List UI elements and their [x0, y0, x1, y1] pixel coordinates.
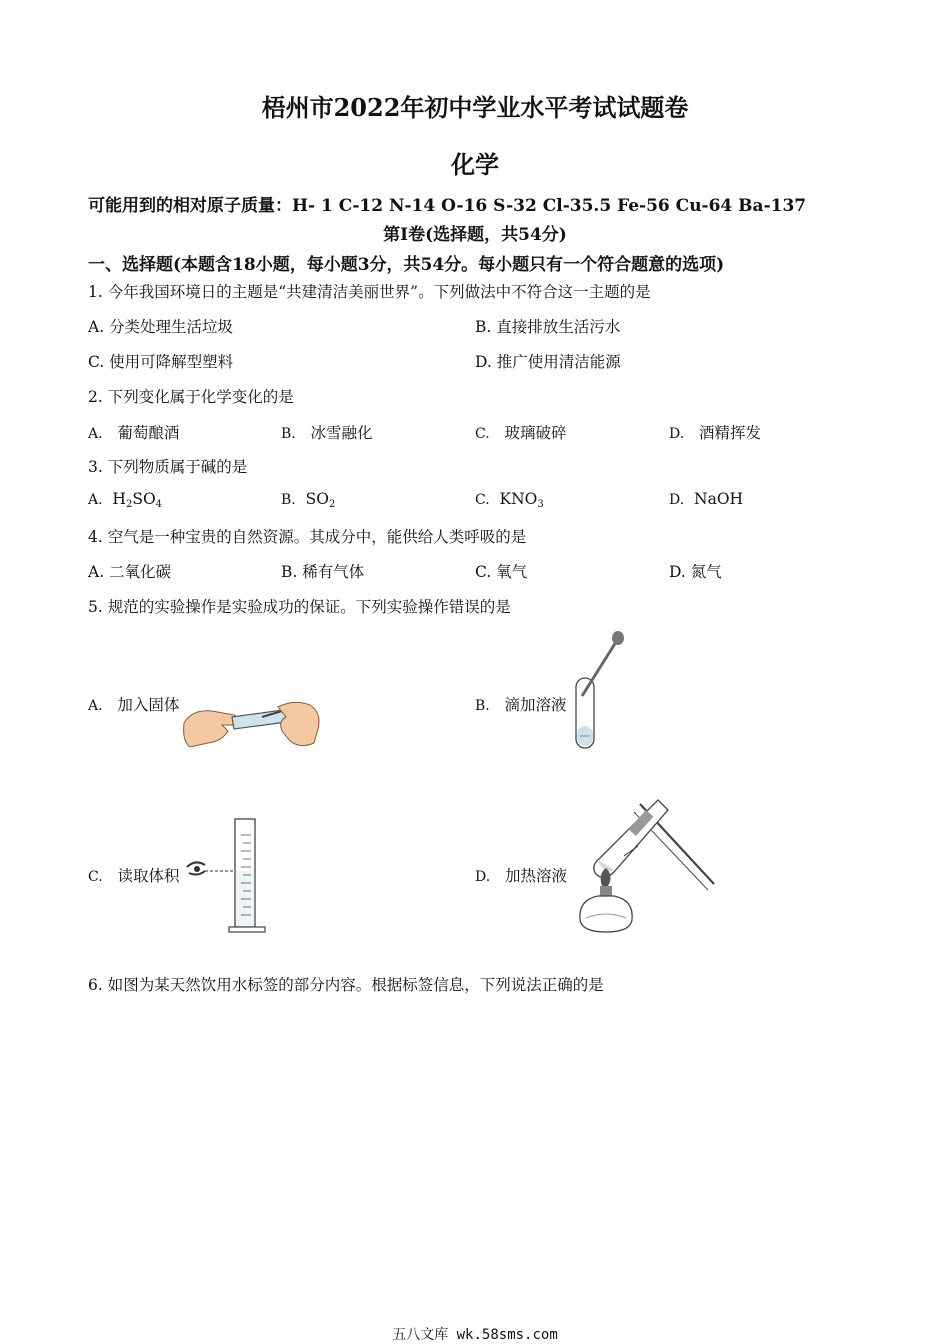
q2-option-d: D. 酒精挥发	[669, 424, 761, 442]
q3-option-b: B. $SO_2$	[281, 490, 336, 510]
volume-title: 第Ⅰ卷(选择题，共54分)	[383, 225, 567, 245]
page-footer: 五八文库 wk.58sms.com	[392, 1327, 558, 1343]
question-3-stem: 3. 下列物质属于碱的是	[88, 458, 248, 476]
q1-option-d: D. 推广使用清洁能源	[475, 353, 621, 371]
section-title: 一、选择题(本题含18小题，每小题3分，共54分。每小题只有一个符合题意的选项)	[88, 255, 725, 275]
heating-solution-illustration	[574, 790, 719, 940]
q5-option-d-label: D. 加热溶液	[475, 867, 567, 885]
adding-solid-hands-illustration	[182, 695, 322, 753]
question-2-stem: 2. 下列变化属于化学变化的是	[88, 388, 294, 406]
q5-option-c-label: C. 读取体积	[88, 867, 180, 885]
q4-option-a: A. 二氧化碳	[88, 563, 172, 581]
q5-option-a-label: A. 加入固体	[88, 696, 180, 714]
q5-option-b-label: B. 滴加溶液	[475, 696, 567, 714]
q2-option-b: B. 冰雪融化	[281, 424, 373, 442]
q3-option-d: D. NaOH	[669, 490, 744, 508]
q2-option-c: C. 玻璃破碎	[475, 424, 567, 442]
dropper-test-tube-illustration	[568, 630, 628, 755]
q4-option-b: B. 稀有气体	[281, 563, 365, 581]
graduated-cylinder-illustration	[185, 815, 270, 935]
q4-option-c: C. 氧气	[475, 563, 528, 581]
q4-option-d: D. 氮气	[669, 563, 722, 581]
question-4-stem: 4. 空气是一种宝贵的自然资源。其成分中，能供给人类呼吸的是	[88, 528, 527, 546]
q1-option-c: C. 使用可降解型塑料	[88, 353, 234, 371]
q3-option-a: A. $H_2SO_4$	[88, 490, 163, 510]
q2-option-a: A. 葡萄酿酒	[88, 424, 180, 442]
question-5-stem: 5. 规范的实验操作是实验成功的保证。下列实验操作错误的是	[88, 598, 511, 616]
q3-option-c: C. $KNO_3$	[475, 490, 544, 510]
q1-option-a: A. 分类处理生活垃圾	[88, 318, 234, 336]
question-1-stem: 1. 今年我国环境日的主题是“共建清洁美丽世界”。下列做法中不符合这一主题的是	[88, 283, 651, 301]
q1-option-b: B. 直接排放生活污水	[475, 318, 621, 336]
exam-title: 梧州市2022年初中学业水平考试试题卷	[261, 93, 689, 122]
subject-title: 化学	[451, 150, 499, 179]
question-6-stem: 6. 如图为某天然饮用水标签的部分内容。根据标签信息，下列说法正确的是	[88, 976, 604, 994]
atomic-masses: 可能用到的相对原子质量：H- 1 C-12 N-14 O-16 S-32 Cl-35.5 Fe-56 Cu-64 Ba-137	[88, 196, 807, 216]
